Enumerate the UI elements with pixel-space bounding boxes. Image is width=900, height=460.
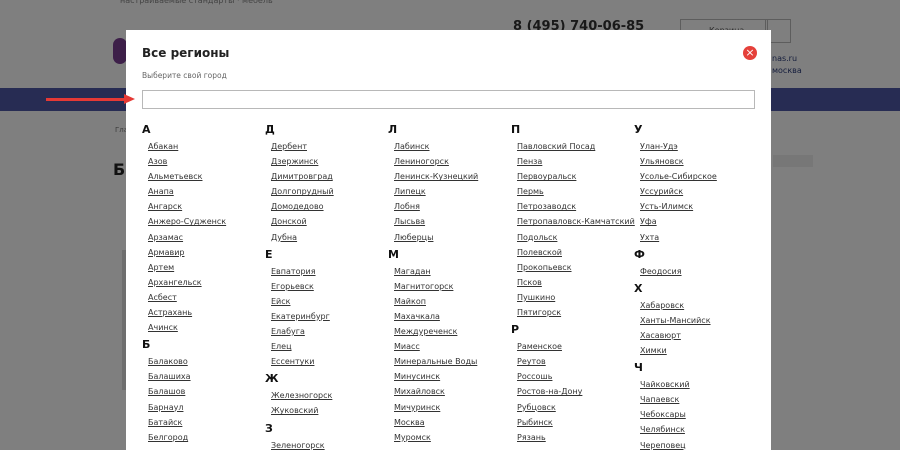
- city-link[interactable]: Егорьевск: [271, 281, 314, 291]
- letter-group: [265, 245, 385, 370]
- city-link[interactable]: Магадан: [394, 266, 431, 276]
- city-link[interactable]: Пушкино: [517, 292, 556, 302]
- city-link[interactable]: Астрахань: [148, 308, 193, 318]
- city-link[interactable]: Лениногорск: [394, 157, 449, 167]
- city-link[interactable]: Балашиха: [148, 372, 191, 382]
- city-link[interactable]: Псков: [517, 277, 542, 287]
- letter-heading: Х: [634, 281, 643, 295]
- letter-heading: А: [142, 123, 151, 136]
- city-link[interactable]: Батайск: [148, 417, 183, 427]
- city-link[interactable]: Полевской: [517, 247, 562, 257]
- city-link[interactable]: Ухта: [640, 232, 660, 242]
- city-link[interactable]: Люберцы: [394, 232, 434, 242]
- city-link[interactable]: Ангарск: [148, 202, 183, 212]
- city-link[interactable]: Екатеринбург: [271, 311, 330, 321]
- city-link[interactable]: Феодосия: [640, 266, 682, 276]
- letter-group: [511, 320, 631, 445]
- city-link[interactable]: Липецк: [394, 187, 426, 197]
- letter-heading: Л: [388, 123, 398, 136]
- letter-heading: Р: [511, 323, 520, 337]
- city-link[interactable]: Усолье-Сибирское: [640, 172, 717, 182]
- city-link[interactable]: Подольск: [517, 232, 558, 242]
- letter-heading: У: [634, 123, 643, 136]
- city-link[interactable]: Ростов-на-Дону: [517, 387, 583, 397]
- city-link[interactable]: Елабуга: [271, 327, 305, 337]
- city-link[interactable]: Мичуринск: [394, 402, 441, 412]
- city-link[interactable]: Асбест: [148, 292, 177, 302]
- city-link[interactable]: Лысьва: [394, 217, 426, 227]
- city-link[interactable]: Междуреченск: [394, 327, 458, 337]
- city-link[interactable]: Жуковский: [271, 406, 319, 416]
- city-link[interactable]: Уссурийск: [640, 187, 684, 197]
- city-link[interactable]: Раменское: [517, 342, 562, 352]
- city-link[interactable]: Челябинск: [640, 425, 685, 435]
- city-link[interactable]: Дербент: [271, 142, 307, 151]
- letter-heading: М: [388, 247, 399, 261]
- city-link[interactable]: Домодедово: [271, 202, 324, 212]
- city-column: [265, 120, 385, 453]
- city-link[interactable]: Рыбинск: [517, 417, 553, 427]
- city-link[interactable]: Архангельск: [148, 277, 202, 287]
- regions-modal: [126, 30, 771, 460]
- city-link[interactable]: Усть-Илимск: [640, 202, 694, 212]
- city-link[interactable]: Барнаул: [148, 402, 184, 412]
- city-link[interactable]: Артем: [148, 262, 175, 272]
- city-link[interactable]: Рязань: [517, 432, 546, 442]
- city-link[interactable]: Ессентуки: [271, 357, 315, 367]
- city-link[interactable]: Ханты-Мансийск: [640, 315, 711, 325]
- letter-heading: Б: [142, 338, 151, 352]
- city-link[interactable]: Дзержинск: [271, 157, 319, 167]
- city-link[interactable]: Белгород: [148, 432, 189, 442]
- city-link[interactable]: Петропавловск-Камчатский: [517, 217, 635, 227]
- city-column: [142, 120, 262, 445]
- city-link[interactable]: Ейск: [271, 296, 291, 306]
- city-link[interactable]: Анжеро-Судженск: [148, 217, 227, 227]
- letter-heading: Ф: [634, 247, 645, 261]
- city-link[interactable]: Минеральные Воды: [394, 357, 478, 367]
- city-link[interactable]: Зеленогорск: [271, 440, 325, 450]
- city-link[interactable]: Ленинск-Кузнецкий: [394, 172, 479, 182]
- letter-group: [265, 419, 385, 453]
- letter-group: [634, 120, 754, 245]
- letter-heading: З: [265, 421, 273, 435]
- city-link[interactable]: Череповец: [640, 440, 686, 450]
- city-link[interactable]: Ачинск: [148, 323, 178, 333]
- city-link[interactable]: Минусинск: [394, 372, 441, 382]
- city-link[interactable]: Чебоксары: [640, 410, 686, 420]
- city-link[interactable]: Пермь: [517, 187, 544, 197]
- city-link[interactable]: Чайковский: [640, 380, 690, 390]
- city-link[interactable]: Армавир: [148, 247, 185, 257]
- close-icon[interactable]: ×: [743, 46, 757, 60]
- city-link[interactable]: Прокопьевск: [517, 262, 572, 272]
- city-link[interactable]: Арзамас: [148, 232, 184, 242]
- city-column: [634, 120, 754, 453]
- letter-group: [388, 120, 508, 245]
- city-link[interactable]: Хабаровск: [640, 300, 685, 310]
- letter-group: [142, 335, 262, 445]
- city-link[interactable]: Первоуральск: [517, 172, 577, 182]
- letter-group: [634, 245, 754, 279]
- city-link[interactable]: Павловский Посад: [517, 142, 596, 151]
- city-link[interactable]: Муромск: [394, 432, 431, 442]
- city-link[interactable]: Реутов: [517, 357, 546, 367]
- city-link[interactable]: Москва: [394, 417, 425, 427]
- city-link[interactable]: Чапаевск: [640, 395, 680, 405]
- city-link[interactable]: Пятигорск: [517, 308, 562, 318]
- letter-group: [142, 120, 262, 335]
- city-link[interactable]: Химки: [640, 346, 667, 356]
- letter-heading: П: [511, 123, 521, 136]
- city-link[interactable]: Улан-Удэ: [640, 142, 678, 151]
- city-link[interactable]: Миасс: [394, 342, 420, 352]
- letter-heading: Е: [265, 247, 273, 261]
- city-link[interactable]: Лобня: [394, 202, 420, 212]
- letter-group: [388, 245, 508, 445]
- city-link[interactable]: Железногорск: [271, 391, 333, 401]
- city-link[interactable]: Лабинск: [394, 142, 430, 151]
- search-hint: Выберите свой город: [142, 71, 227, 80]
- city-link[interactable]: Ульяновск: [640, 157, 684, 167]
- city-link[interactable]: Азов: [148, 157, 168, 167]
- city-link[interactable]: Рубцовск: [517, 402, 556, 412]
- modal-title: Все регионы: [142, 46, 230, 60]
- city-link[interactable]: Петрозаводск: [517, 202, 577, 212]
- city-link[interactable]: Уфа: [640, 217, 657, 227]
- red-arrow-icon: [46, 98, 126, 101]
- city-link[interactable]: Абакан: [148, 142, 179, 151]
- city-link[interactable]: Анапа: [148, 187, 174, 197]
- city-link[interactable]: Елец: [271, 342, 292, 352]
- city-link[interactable]: Донской: [271, 217, 307, 227]
- city-link[interactable]: Хасавюрт: [640, 330, 681, 340]
- city-column: [511, 120, 635, 445]
- city-link[interactable]: Пенза: [517, 157, 543, 167]
- letter-heading: Ч: [634, 361, 643, 375]
- city-link[interactable]: Магнитогорск: [394, 281, 454, 291]
- city-link[interactable]: Майкоп: [394, 296, 426, 306]
- letter-heading: Д: [265, 123, 275, 136]
- letter-group: [265, 369, 385, 418]
- letter-group: [265, 120, 385, 245]
- letter-group: [634, 279, 754, 358]
- city-link[interactable]: Дубна: [271, 232, 298, 242]
- city-search-input[interactable]: [142, 90, 755, 109]
- city-column: [388, 120, 508, 445]
- city-link[interactable]: Евпатория: [271, 266, 316, 276]
- letter-heading: Ж: [265, 372, 279, 386]
- city-link[interactable]: Балаково: [148, 357, 188, 367]
- city-link[interactable]: Балашов: [148, 387, 186, 397]
- city-link[interactable]: Альметьевск: [148, 172, 203, 182]
- city-link[interactable]: Михайловск: [394, 387, 445, 397]
- letter-group: [511, 120, 635, 320]
- city-link[interactable]: Долгопрудный: [271, 187, 334, 197]
- letter-group: [634, 358, 754, 452]
- city-link[interactable]: Димитровград: [271, 172, 333, 182]
- city-link[interactable]: Россошь: [517, 372, 553, 382]
- red-arrow-head-icon: [124, 94, 135, 104]
- city-link[interactable]: Махачкала: [394, 311, 440, 321]
